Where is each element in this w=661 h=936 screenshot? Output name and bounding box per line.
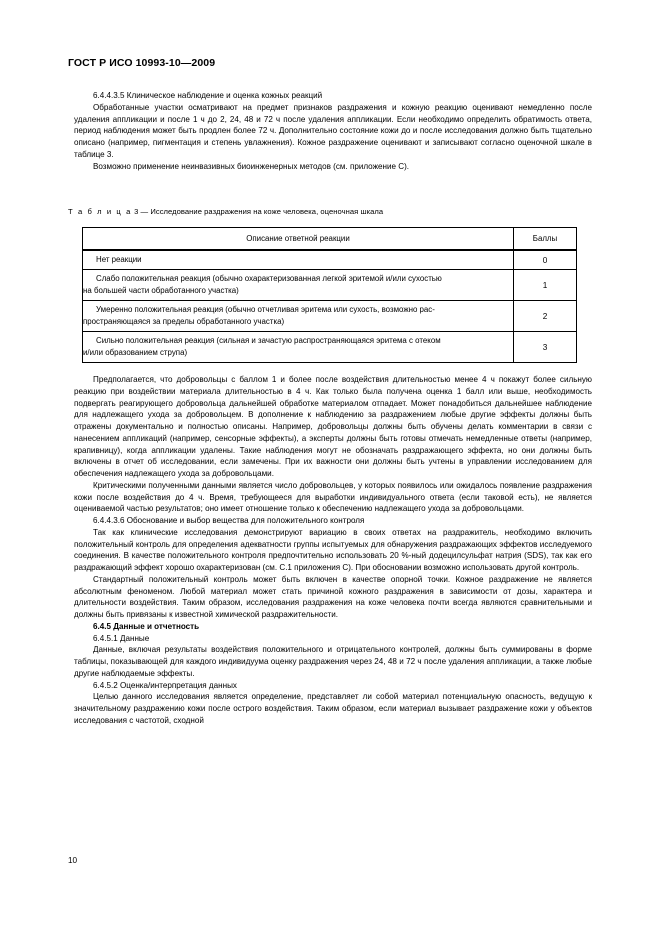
cell-score: 0 [514, 250, 577, 270]
heading-6-4-5-2: 6.4.5.2 Оценка/интерпретация данных [93, 680, 237, 690]
lower-content-block [74, 374, 592, 727]
cell-description [83, 270, 514, 301]
column-header-description: Описание ответной реакции [83, 228, 514, 251]
paragraph-after-table-1: Предполагается, что добровольцы с баллом 1 и более после воздействия длительностью менее 4 ч покажут более сильную реакцию при воздействии материала длительностью в 4 ч. Как только была получена оценка 1 балл или выше, необходимость подвергать реагирующего добровольца дальнейшей обработке материалом отпадает. Может понадобиться дальнейшее наблюдение для надлежащего ухода за добровольцем. В дополнение к наблюдению за раздражением любые другие эффекты должны быть отражены документально и полностью описаны. Например, добровольцы должны быть обучены делать комментарии в связи с нанесением аппликаций (например, сенсорные эффекты), а эксперты должны быть готовы отмечать немедленные ответы (например, крапивницу), когда аппликации удалены. Такие наблюдения могут не обозначать раздражающего эффекта, но они должны быть включены в отчет об исследовании, если замечены. При их важности они должны быть учтены в управлении исследованием для обеспечения надлежащего ухода за добровольцами. [74, 375, 592, 478]
table-caption-label: Т а б л и ц а [68, 207, 132, 216]
heading-6-4-4-3-6: 6.4.4.3.6 Обоснование и выбор вещества для положительного контроля [93, 516, 365, 525]
table-row [83, 250, 577, 270]
heading-6-4-5-1: 6.4.5.1 Данные [93, 633, 150, 643]
table-caption-number: 3 [134, 207, 139, 216]
table-row [83, 332, 577, 363]
description-line-1: Слабо положительная реакция (обычно охарактеризованная легкой эритемой и/или сухостью [96, 274, 442, 284]
table-row [83, 270, 577, 301]
cell-score: 3 [514, 332, 577, 363]
paragraph-6-4-4-3-6-1: Так как клинические исследования демонстрируют вариацию в своих ответах на раздражитель, необходимо включить положительный контроль для определения адекватности группы испытуемых для обнаружения раздражающих эффектов исследуемого соединения. В качестве положительного контроля предпочтительно использовать 20 %-ный додецилсульфат натрия (SDS), так как его раздражающий эффект хорошо охарактеризован (см. С.1 приложения С). При обосновании возможно использовать другой контроль. [74, 527, 592, 572]
paragraph-6-4-4-3-5-1: Обработанные участки осматривают на предмет признаков раздражения и кожную реакцию оценивают немедленно после удаления аппликации и после 1 ч до 2, 24, 48 и 72 ч после удаления аппликации. Если необходимо определить обратимость ответа, период наблюдения может быть продлен более 72 ч. Дополнительно состояние кожи до и после исследования должно быть тщательно описано (например, пигментация и степень увлажнения). Кожное раздражение оценивают и записывают согласно оценочной шкале в таблице 3. [74, 102, 592, 159]
table-caption-text: — Исследование раздражения на коже человека, оценочная шкала [140, 207, 384, 216]
upper-content-block [74, 90, 592, 172]
paragraph-6-4-5-2-1: Целью данного исследования является определение, представляет ли собой материал потенциальную опасность, ведущую к значительному раздражению кожи после острого воздействия. Таким образом, если материал вызывает раздражение кожи у объектов исследования с частотой, сходной [74, 692, 592, 725]
column-header-score: Баллы [514, 228, 577, 251]
cell-description [83, 301, 514, 332]
paragraph-6-4-5-1-1: Данные, включая результаты воздействия положительного и отрицательного контролей, должны быть суммированы в форме таблицы, показывающей для каждого индивидуума оценку раздражения через 24, 48 и 72 ч после удаления аппликации, а также любые другие наблюдаемые эффекты. [74, 645, 592, 678]
table-3-caption [68, 207, 383, 216]
description-line-1: Нет реакции [96, 255, 142, 265]
description-line-1: Умеренно положительная реакция (обычно отчетливая эритема или сухость, возможно рас- [96, 305, 435, 315]
description-line-1: Сильно положительная реакция (сильная и зачастую распространяющаяся эритема с отеком [96, 336, 441, 346]
cell-description [83, 250, 514, 270]
paragraph-6-4-4-3-5-2: Возможно применение неинвазивных биоинженерных методов (см. приложение С). [93, 161, 410, 171]
cell-score: 1 [514, 270, 577, 301]
description-line-2: и/или образованием струпа) [83, 348, 188, 357]
heading-6-4-4-3-5: 6.4.4.3.5 Клиническое наблюдение и оценка кожных реакций [93, 91, 323, 100]
description-line-2: пространяющаяся за пределы обработанного участка) [83, 317, 285, 326]
table-row [83, 301, 577, 332]
cell-score: 2 [514, 301, 577, 332]
cell-description [83, 332, 514, 363]
table-header-row [83, 228, 577, 251]
table-3-scoring-scale [82, 227, 577, 363]
heading-6-4-5: 6.4.5 Данные и отчетность [93, 621, 200, 631]
description-line-2: на большей части обработанного участка) [83, 286, 239, 295]
page-number: 10 [68, 856, 78, 865]
standard-header: ГОСТ Р ИСО 10993-10—2009 [68, 57, 216, 69]
paragraph-6-4-4-3-6-2: Стандартный положительный контроль может быть включен в качестве опорной точки. Кожное раздражение не является абсолютным феноменом. Любой материал может стать причиной кожного раздражения в зависимости от дозы, характера и длительности воздействия. Таким образом, исследования раздражения на коже человека почти всегда являются сравнительными и должны быть привязаны к известной химической раздражительности. [74, 574, 592, 619]
paragraph-after-table-2: Критическими полученными данными является число добровольцев, у которых появилось или ожидалось появление раздражения кожи после воздействия до 4 ч. Время, требующееся для выработки индивидуального ответа (если таковой есть), не является оцениваемой частью результатов; оно имеет отношение только к обеспечению надлежащего ухода за добровольцами. [74, 480, 592, 514]
